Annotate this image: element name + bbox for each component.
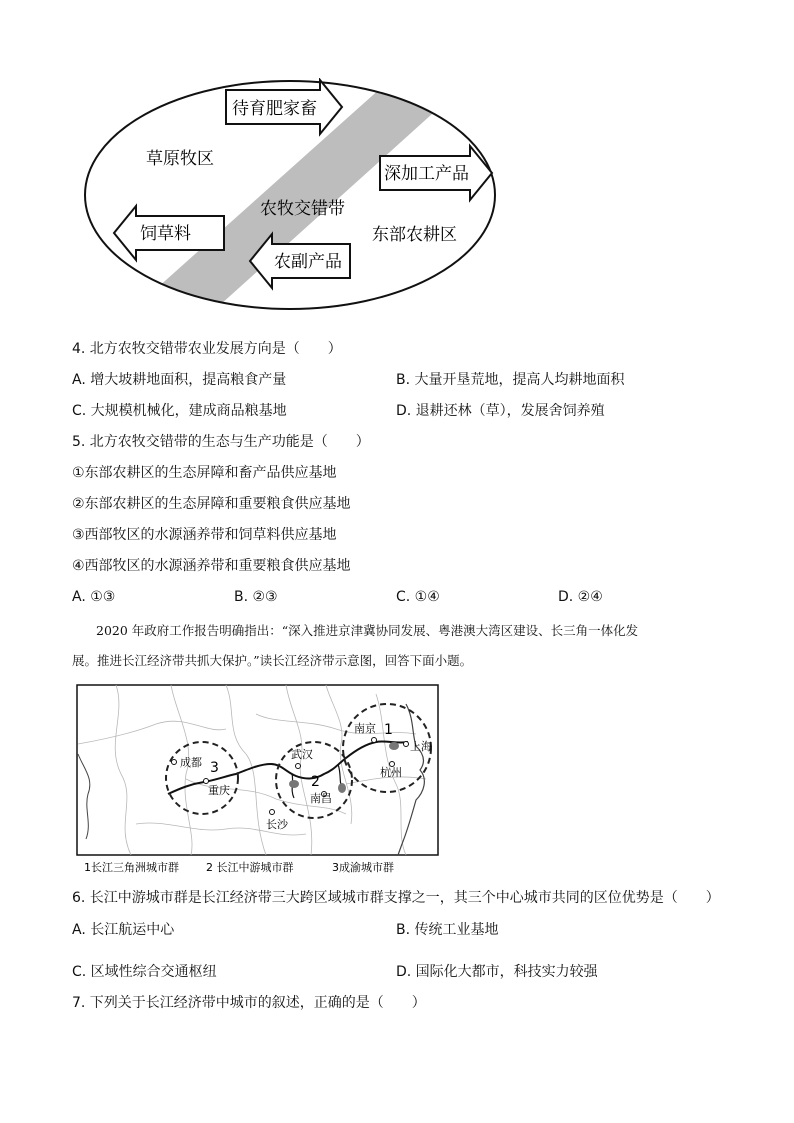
city-hangzhou: 杭州	[380, 766, 402, 779]
cluster-number-3: 3	[210, 760, 219, 776]
city-chengdu: 成都	[180, 756, 202, 769]
question-5-statement-1: ①东部农耕区的生态屏障和畜产品供应基地	[72, 465, 337, 481]
cluster-number-2: 2	[311, 774, 320, 790]
city-changsha: 长沙	[266, 818, 288, 831]
question-5-statement-2: ②东部农耕区的生态屏障和重要粮食供应基地	[72, 496, 351, 512]
question-6-option-c: C. 区域性综合交通枢纽	[72, 964, 217, 980]
question-4-option-a: A. 增大坡耕地面积，提高粮食产量	[72, 372, 287, 388]
agro-pastoral-diagram	[80, 78, 500, 314]
right-region-label: 东部农耕区	[372, 225, 457, 245]
lake	[389, 742, 399, 750]
question-5-option-b: B. ②③	[234, 589, 278, 605]
passage-line-2: 展。推进长江经济带共抓大保护。”读长江经济带示意图，回答下面小题。	[72, 653, 473, 668]
question-5-statement-4: ④西部牧区的水源涵养带和重要粮食供应基地	[72, 558, 351, 574]
cluster-number-1: 1	[384, 722, 393, 738]
question-5-option-c: C. ①④	[396, 589, 440, 605]
arrow-left-label: 饲草料	[140, 224, 191, 244]
question-4-option-c: C. 大规模机械化，建成商品粮基地	[72, 403, 287, 419]
question-4-option-b: B. 大量开垦荒地，提高人均耕地面积	[396, 372, 625, 388]
question-5-stem: 5. 北方农牧交错带的生态与生产功能是（ ）	[72, 434, 370, 450]
left-region-label: 草原牧区	[146, 149, 214, 169]
question-6-option-a: A. 长江航运中心	[72, 922, 175, 938]
question-6-option-b: B. 传统工业基地	[396, 922, 499, 938]
passage-line-1: 2020 年政府工作报告明确指出：“深入推进京津冀协同发展、粤港澳大湾区建设、长三角一体化发	[96, 623, 639, 638]
question-7-stem: 7. 下列关于长江经济带中城市的叙述，正确的是（ ）	[72, 995, 426, 1011]
legend-item-2: 2 长江中游城市群	[206, 861, 294, 874]
arrow-bottom-label: 农副产品	[274, 252, 342, 272]
question-4-stem: 4. 北方农牧交错带农业发展方向是（ ）	[72, 341, 342, 357]
city-nanjing: 南京	[354, 722, 376, 735]
arrow-top-label: 待育肥家畜	[232, 99, 317, 119]
lake	[338, 783, 346, 793]
question-6-stem: 6. 长江中游城市群是长江经济带三大跨区域城市群支撑之一，其三个中心城市共同的区位优势是（ ）	[72, 890, 720, 906]
city-chongqing: 重庆	[208, 784, 230, 797]
legend-item-3: 3成渝城市群	[332, 861, 394, 874]
question-4-option-d: D. 退耕还林（草），发展舍饲养殖	[396, 403, 605, 419]
arrow-right-label: 深加工产品	[384, 164, 469, 184]
lake	[289, 780, 299, 788]
question-6-option-d: D. 国际化大都市，科技实力较强	[396, 964, 598, 980]
city-nanchang: 南昌	[310, 792, 332, 805]
question-5-statement-3: ③西部牧区的水源涵养带和饲草料供应基地	[72, 527, 337, 543]
yangtze-economic-belt-map	[76, 684, 440, 876]
city-wuhan: 武汉	[291, 748, 313, 761]
city-shanghai: 上海	[410, 740, 432, 753]
legend-item-1: 1长江三角洲城市群	[84, 861, 179, 874]
question-5-option-a: A. ①③	[72, 589, 116, 605]
question-5-option-d: D. ②④	[558, 589, 603, 605]
band-label: 农牧交错带	[260, 199, 345, 219]
